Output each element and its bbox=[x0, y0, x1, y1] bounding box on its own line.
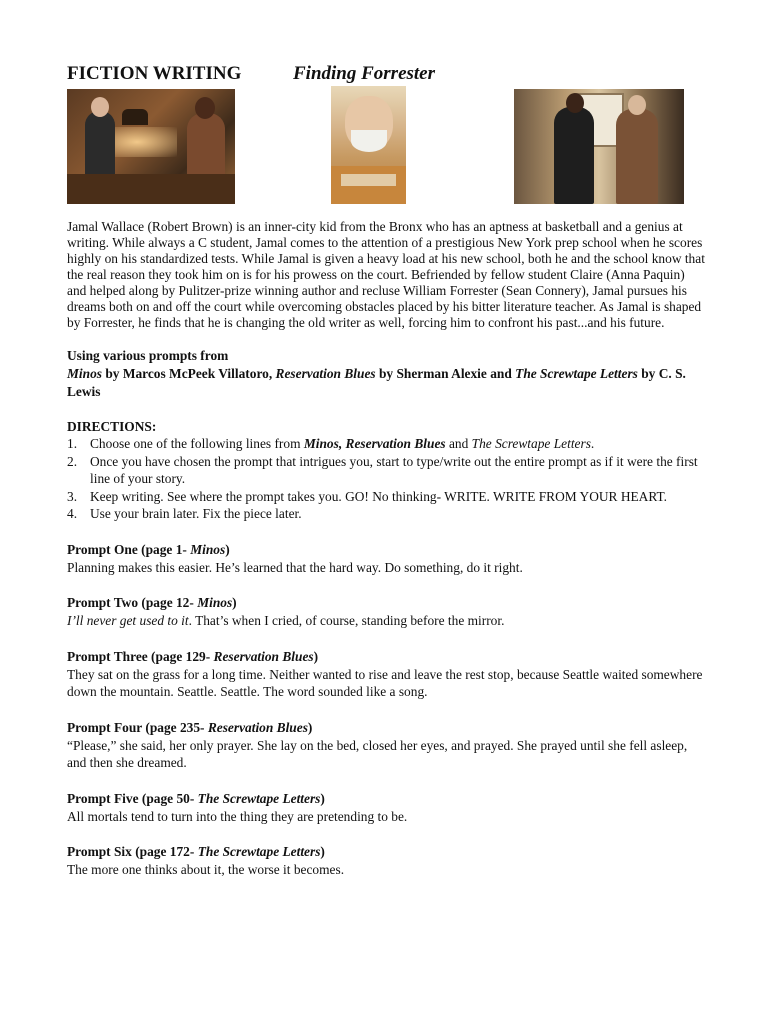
direction-item: 4. Use your brain later. Fix the piece later. bbox=[67, 506, 302, 521]
forrester-desk-photo bbox=[67, 89, 235, 204]
prompt-five: Prompt Five (page 50- The Screwtape Letters) All mortals tend to turn into the thing they are pretending to be. bbox=[67, 790, 408, 824]
prompt-four: Prompt Four (page 235- Reservation Blues) “Please,” she said, her only prayer. She lay on the bed, closed her eyes, and prayed. She prayed until she fell asleep, and then she dreamed. bbox=[67, 719, 688, 770]
directions-heading: DIRECTIONS: bbox=[67, 419, 157, 434]
movie-title: Finding Forrester bbox=[293, 63, 436, 84]
author-villatoro: by Marcos McPeek Villatoro, bbox=[101, 366, 276, 381]
prompt-two: Prompt Two (page 12- Minos) I’ll never get used to it. That’s when I cried, of course, standing before the mirror. bbox=[67, 595, 505, 628]
book-title-screwtape: The Screwtape Letters bbox=[515, 366, 638, 381]
direction-item: 3. Keep writing. See where the prompt takes you. GO! No thinking- WRITE. WRITE FROM YOUR HEART. bbox=[67, 488, 668, 504]
prompt-three: Prompt Three (page 129- Reservation Blues) They sat on the grass for a long time. Neither wanted to rise and leave the rest stop, because Seattle waited somewhere down the mountain. Seattle. Seattle. The word sounded like a song. bbox=[67, 648, 703, 699]
document-body bbox=[67, 219, 707, 879]
prompt-six: Prompt Six (page 172- The Screwtape Letters) The more one thinks about it, the worse it becomes. bbox=[67, 844, 345, 877]
prompt-one: Prompt One (page 1- Minos) Planning makes this easier. He’s learned that the hard way. Do something, do it right. bbox=[67, 541, 523, 575]
document-title: FICTION WRITING bbox=[67, 63, 242, 84]
direction-item: 2. Once you have chosen the prompt that intrigues you, start to type/write out the entire prompt as if it were the first line of your story. bbox=[67, 453, 698, 486]
author-alexie: by Sherman Alexie and bbox=[375, 366, 516, 381]
book-title-minos: Minos bbox=[67, 366, 102, 381]
author-lewis: by C. S. Lewis bbox=[67, 366, 686, 399]
prompt-sources-intro: Using various prompts from bbox=[67, 348, 229, 363]
direction-item: 1. Choose one of the following lines from Minos, Reservation Blues and The Screwtape Letters. bbox=[67, 436, 595, 451]
book-title-reservation-blues: Reservation Blues bbox=[275, 366, 376, 381]
prompt-sources-books bbox=[67, 365, 707, 401]
directions-list bbox=[67, 435, 707, 523]
movie-synopsis: Jamal Wallace (Robert Brown) is an inner-city kid from the Bronx who has an aptness at basketball and a genius at writing. While always a C student, Jamal comes to the attention of a prestigious New York prep school when he scores highly on his standardized tests. While Jamal is given a heavy load at his new school, both he and the school know that the real reason they took him on is for his prowess on the court. Befriended by fellow student Claire (Anna Paquin) and helped along by Pulitzer-prize winning author and recluse William Forrester (Sean Connery), Jamal pursues his dreams both on and off the court while overcoming obstacles placed by his bitter literature teacher. As Jamal is shaped by Forrester, he finds that he is changing the old writer as well, forcing him to confront his past...and his future. bbox=[67, 219, 705, 330]
prompt-sources bbox=[67, 347, 707, 401]
page-title bbox=[67, 63, 436, 85]
finding-forrester-poster bbox=[331, 86, 406, 204]
jamal-forrester-hallway-photo bbox=[514, 89, 684, 204]
